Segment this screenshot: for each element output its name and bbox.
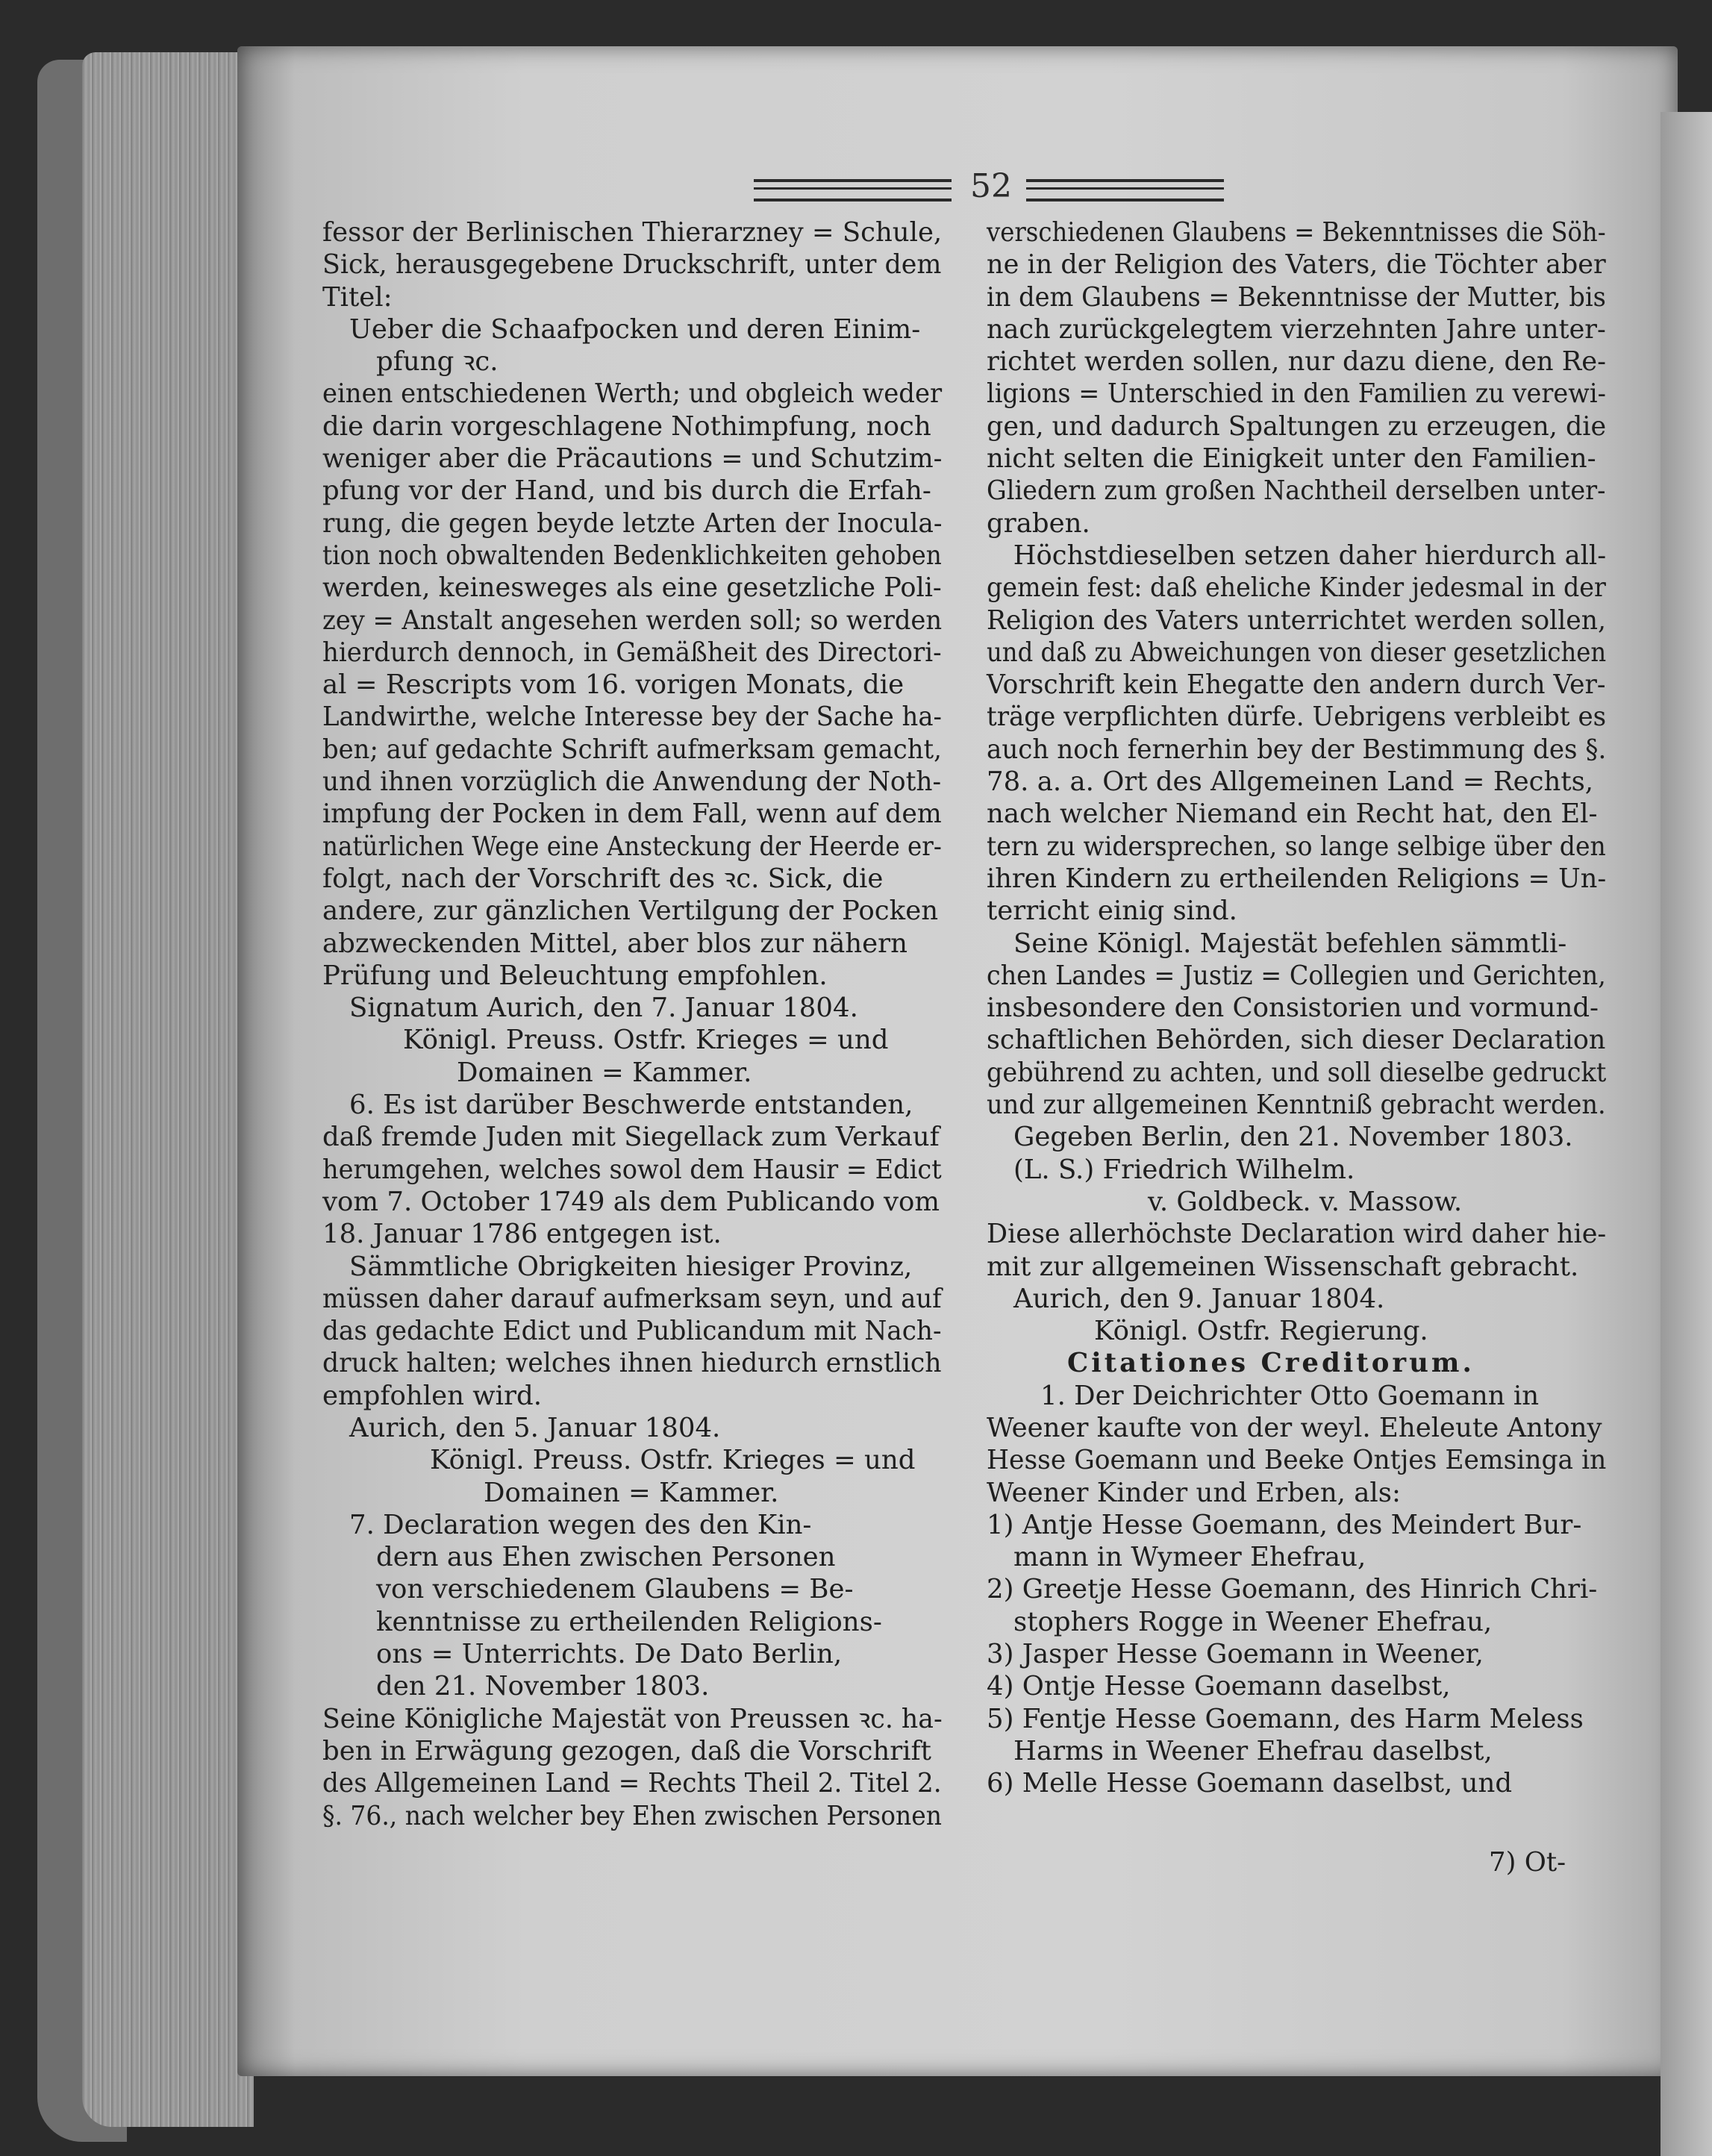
catchword: 7) Ot- [1489,1847,1566,1878]
text-line: Vorschrift kein Ehegatte den andern durch Ver- [987,669,1606,701]
text-line: 5) Fentje Hesse Goemann, des Harm Meless [987,1703,1584,1734]
text-line: und daß zu Abweichungen von dieser gesetzlichen [987,637,1607,668]
text-line: kenntnisse zu ertheilenden Religions- [376,1606,882,1637]
text-line: Weener Kinder und Erben, als: [987,1477,1401,1508]
page-stack-edge [82,52,254,2127]
text-line: mit zur allgemeinen Wissenschaft gebracht. [987,1251,1579,1282]
text-line: 6) Melle Hesse Goemann daselbst, und [987,1768,1513,1799]
text-line: dern aus Ehen zwischen Personen [376,1542,836,1573]
text-line: Diese allerhöchste Declaration wird daher hie- [987,1219,1607,1250]
text-line: einen entschiedenen Werth; und obgleich weder [322,378,943,410]
text-line: Prüfung und Beleuchtung empfohlen. [322,960,828,991]
text-line: folgt, nach der Vorschrift des ꝛc. Sick, die [322,863,884,894]
text-line: Seine Königl. Majestät befehlen sämmtli- [1013,928,1567,959]
text-line: Landwirthe, welche Interesse bey der Sache ha- [322,702,942,733]
text-line: gen, und dadurch Spaltungen zu erzeugen, die [987,410,1607,442]
text-line: Königl. Preuss. Ostfr. Krieges = und [403,1025,889,1056]
text-line: auch noch fernerhin bey der Bestimmung des §. [987,734,1607,765]
text-line: Ueber die Schaafpocken und deren Einim- [349,313,921,345]
text-line: impfung der Pocken in dem Fall, wenn auf dem [322,799,942,830]
text-line: von verschiedenem Glaubens = Be- [376,1574,854,1605]
text-line: Hesse Goemann und Beeke Ontjes Eemsinga in [987,1445,1607,1476]
text-line: ben in Erwägung gezogen, daß die Vorschrift [322,1735,931,1766]
text-line: Citationes Creditorum. [1067,1348,1475,1379]
text-line: rung, die gegen beyde letzte Arten der Inocula- [322,507,943,539]
text-line: ligions = Unterschied in den Familien zu verewi- [987,378,1606,410]
text-line: 2) Greetje Hesse Goemann, des Hinrich Chri- [987,1574,1598,1605]
text-line: druck halten; welches ihnen hiedurch ernstlich [322,1348,942,1379]
text-line: 7. Declaration wegen des den Kin- [349,1509,812,1540]
text-line: Titel: [322,281,393,313]
text-line: richtet werden sollen, nur dazu diene, den Re- [987,346,1607,378]
text-line: Königl. Preuss. Ostfr. Krieges = und [430,1445,916,1476]
text-line: 18. Januar 1786 entgegen ist. [322,1219,722,1250]
text-line: Domainen = Kammer. [484,1477,779,1508]
text-line: herumgehen, welches sowol dem Hausir = Edict [322,1154,942,1185]
text-line: 1. Der Deichrichter Otto Goemann in [1040,1380,1540,1411]
page-header [754,167,1306,205]
page-number: 52 [970,167,1012,205]
text-line: den 21. November 1803. [376,1671,710,1702]
text-line: abzweckenden Mittel, aber blos zur nähern [322,928,907,959]
text-line: 6. Es ist darüber Beschwerde entstanden, [349,1090,913,1121]
text-line: tern zu widersprechen, so lange selbige über den [987,831,1606,862]
text-line: chen Landes = Justiz = Collegien und Gerichten, [987,960,1606,991]
text-line: ons = Unterrichts. De Dato Berlin, [376,1639,843,1670]
text-line: Signatum Aurich, den 7. Januar 1804. [349,993,858,1024]
text-line: 1) Antje Hesse Goemann, des Meindert Bur- [987,1509,1582,1540]
header-rule-left [754,179,952,201]
text-line: Seine Königliche Majestät von Preussen ꝛc. ha- [322,1703,943,1734]
text-line: ihren Kindern zu ertheilenden Religions = Un- [987,863,1607,894]
text-line: Königl. Ostfr. Regierung. [1094,1316,1428,1347]
text-line: stophers Rogge in Weener Ehefrau, [1013,1606,1493,1637]
text-line: Weener kaufte von der weyl. Eheleute Antony [987,1412,1602,1443]
text-line: Harms in Weener Ehefrau daselbst, [1013,1735,1493,1766]
text-line: fessor der Berlinischen Thierarzney = Schule, [322,217,943,248]
text-line: Aurich, den 5. Januar 1804. [349,1412,721,1443]
text-line: in dem Glaubens = Bekenntnisse der Mutter, bis [987,281,1606,313]
text-line: 3) Jasper Hesse Goemann in Weener, [987,1639,1484,1670]
text-line: daß fremde Juden mit Siegellack zum Verkauf [322,1122,940,1153]
text-line: andere, zur gänzlichen Vertilgung der Pocken [322,896,939,927]
text-line: die darin vorgeschlagene Nothimpfung, noch [322,410,931,442]
facing-page-edge [1661,112,1712,2156]
text-line: Gegeben Berlin, den 21. November 1803. [1013,1122,1573,1153]
text-line: graben. [987,507,1090,539]
text-line: 4) Ontje Hesse Goemann daselbst, [987,1671,1451,1702]
text-line: terricht einig sind. [987,896,1237,927]
text-line: empfohlen wird. [322,1380,543,1411]
text-line: Gliedern zum großen Nachtheil derselben unter- [987,475,1606,507]
text-line: Sick, herausgegebene Druckschrift, unter dem [322,249,942,281]
right-text-column [987,216,1606,1800]
text-line: schaftlichen Behörden, sich dieser Declaration [987,1025,1606,1056]
text-line: Religion des Vaters unterrichtet werden sollen, [987,604,1606,636]
text-line: träge verpflichten dürfe. Uebrigens verbleibt es [987,702,1607,733]
text-line: verschiedenen Glaubens = Bekenntnisses die Söh- [987,217,1606,248]
text-line: al = Rescripts vom 16. vorigen Monats, die [322,669,905,701]
text-line: Aurich, den 9. Januar 1804. [1013,1283,1385,1314]
text-line: werden, keinesweges als eine gesetzliche Poli- [322,572,942,604]
text-line: das gedachte Edict und Publicandum mit Nach- [322,1316,942,1347]
text-line: müssen daher darauf aufmerksam seyn, und auf [322,1283,942,1314]
text-line: nicht selten die Einigkeit unter den Familien- [987,443,1596,475]
text-line: ne in der Religion des Vaters, die Töchter aber [987,249,1606,281]
text-line: nach zurückgelegtem vierzehnten Jahre unter- [987,313,1606,345]
text-line: mann in Wymeer Ehefrau, [1013,1542,1366,1573]
left-text-column [322,216,942,1832]
text-line: ben; auf gedachte Schrift aufmerksam gemacht, [322,734,942,765]
text-line: pfung vor der Hand, und bis durch die Erfah- [322,475,931,507]
text-line: gebührend zu achten, und soll dieselbe gedruckt [987,1057,1607,1088]
text-line: weniger aber die Präcautions = und Schutzim- [322,443,943,475]
text-line: pfung ꝛc. [376,346,499,378]
text-line: und zur allgemeinen Kenntniß gebracht werden. [987,1090,1606,1121]
text-line: natürlichen Wege eine Ansteckung der Heerde er- [322,831,942,862]
header-rule-right [1026,179,1224,201]
text-line: v. Goldbeck. v. Massow. [1148,1186,1463,1217]
text-line: hierdurch dennoch, in Gemäßheit des Directori- [322,637,942,668]
text-line: tion noch obwaltenden Bedenklichkeiten gehoben [322,540,942,571]
text-line: Domainen = Kammer. [457,1057,752,1088]
text-line: nach welcher Niemand ein Recht hat, den El- [987,799,1598,830]
text-line: vom 7. October 1749 als dem Publicando vom [322,1186,940,1217]
text-line: §. 76., nach welcher bey Ehen zwischen Personen [322,1800,942,1831]
text-line: gemein fest: daß eheliche Kinder jedesmal in der [987,572,1606,604]
text-line: Höchstdieselben setzen daher hierdurch all- [1013,540,1607,571]
text-line: und ihnen vorzüglich die Anwendung der Noth- [322,766,942,798]
text-line: zey = Anstalt angesehen werden soll; so werden [322,604,943,636]
text-line: 78. a. a. Ort des Allgemeinen Land = Rechts, [987,766,1594,798]
text-line: (L. S.) Friedrich Wilhelm. [1013,1154,1355,1185]
text-line: insbesondere den Consistorien und vormund- [987,993,1599,1024]
text-line: Sämmtliche Obrigkeiten hiesiger Provinz, [349,1251,913,1282]
text-line: des Allgemeinen Land = Rechts Theil 2. Titel 2. [322,1768,942,1799]
